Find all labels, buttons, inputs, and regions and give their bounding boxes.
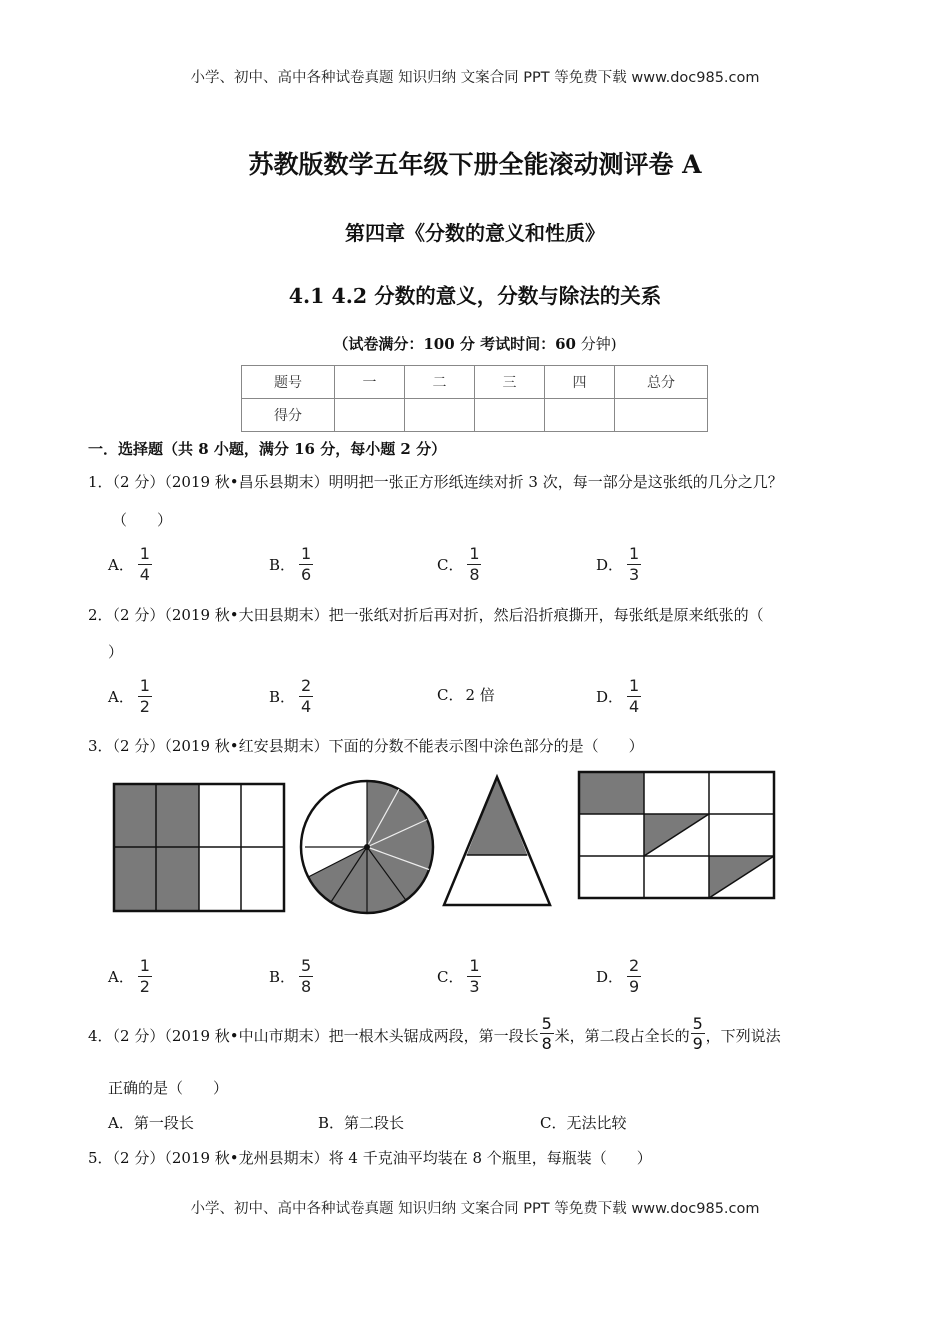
q2-stem: 2．（2 分）（2019 秋•大田县期末）把一张纸对折后再对折，然后沿折痕撕开，每张纸是原来纸张的（ [88,606,764,624]
fraction: $\frac{1}{3}$ [628,544,640,584]
q1-option-a[interactable]: A． $\frac{1}{4}$ [108,544,150,584]
fraction: $\frac{1}{4}$ [628,676,640,716]
fraction: $\frac{1}{2}$ [139,676,150,716]
q4-stem-cont: 正确的是（ ） [108,1079,229,1097]
chapter-title: 第四章《分数的意义和性质》 [345,221,605,245]
fraction: $\frac{5}{8}$ [300,956,312,996]
fraction: $\frac{1}{6}$ [300,544,312,584]
q3-option-b[interactable]: B． $\frac{5}{8}$ [269,956,312,996]
fraction: $\frac{1}{4}$ [139,544,150,584]
q3-option-a[interactable]: A． $\frac{1}{2}$ [108,956,150,996]
score-cell[interactable] [615,399,708,432]
q1-stem: 1．（2 分）（2019 秋•昌乐县期末）明明把一张正方形纸连续对折 3 次，每一部分是这张纸的几分之几？ [88,473,783,491]
q1-stem-cont: （ ） [112,511,173,529]
q3-figures [105,765,785,915]
score-header-cell: 四 [545,366,615,399]
fraction: $\frac{1}{8}$ [469,544,480,584]
q4-option-b[interactable]: B． 第二段长 [318,1114,405,1132]
fraction: $\frac{2}{4}$ [300,676,312,716]
q1-option-c[interactable]: C． $\frac{1}{8}$ [437,544,480,584]
score-cell[interactable] [405,399,475,432]
inline-fraction: 5 9 [692,1014,703,1053]
score-cell[interactable] [545,399,615,432]
figure-rect-grid [579,772,774,898]
q4-stem: 4．（2 分）（2019 秋•中山市期末）把一根木头锯成两段，第一段长 5 8 米，第二段占全长的 5 9 ，下列说法 [88,1014,781,1053]
score-header-cell: 一 [335,366,405,399]
page-footer: 小学、初中、高中各种试卷真题 知识归纳 文案合同 PPT 等免费下载 www.doc985.com [190,1201,760,1217]
q4-option-a[interactable]: A． 第一段长 [108,1114,194,1132]
score-header-cell: 三 [475,366,545,399]
q5-stem: 5．（2 分）（2019 秋•龙州县期末）将 4 千克油平均装在 8 个瓶里，每瓶装（ ） [88,1149,652,1167]
score-header-cell: 题号 [242,366,335,399]
section1-heading: 一．选择题（共 8 小题，满分 16 分，每小题 2 分） [88,440,447,458]
q3-option-c[interactable]: C． $\frac{1}{3}$ [437,956,480,996]
section-title: 4.1 4.2 分数的意义，分数与除法的关系 [288,284,662,308]
figure-triangle [444,777,550,905]
score-row-label: 得分 [242,399,335,432]
q3-stem: 3．（2 分）（2019 秋•红安县期末）下面的分数不能表示图中涂色部分的是（ ） [88,737,644,755]
q2-stem-cont: ） [108,643,124,661]
page-header: 小学、初中、高中各种试卷真题 知识归纳 文案合同 PPT 等免费下载 www.doc985.com [190,70,760,86]
q2-option-c[interactable]: C． 2 倍 [437,686,495,704]
fraction: $\frac{2}{9}$ [628,956,640,996]
score-cell[interactable] [475,399,545,432]
inline-fraction: 5 8 [541,1014,552,1053]
q3-option-d[interactable]: D． $\frac{2}{9}$ [596,956,640,996]
q2-option-a[interactable]: A． $\frac{1}{2}$ [108,676,150,716]
q2-option-d[interactable]: D． $\frac{1}{4}$ [596,676,640,716]
figure-circle [301,781,433,913]
q1-option-b[interactable]: B． $\frac{1}{6}$ [269,544,312,584]
q1-option-d[interactable]: D． $\frac{1}{3}$ [596,544,640,584]
fraction: $\frac{1}{3}$ [469,956,480,996]
score-table [241,365,708,432]
exam-meta: （试卷满分：100 分 考试时间：60 分钟) [333,335,617,353]
score-cell[interactable] [335,399,405,432]
paper-title: 苏教版数学五年级下册全能滚动测评卷 A [248,150,702,179]
fraction: $\frac{1}{2}$ [139,956,150,996]
figure-square-grid [114,784,284,911]
q4-option-c[interactable]: C． 无法比较 [540,1114,627,1132]
q2-option-b[interactable]: B． $\frac{2}{4}$ [269,676,312,716]
score-header-cell: 二 [405,366,475,399]
score-header-cell: 总分 [615,366,708,399]
